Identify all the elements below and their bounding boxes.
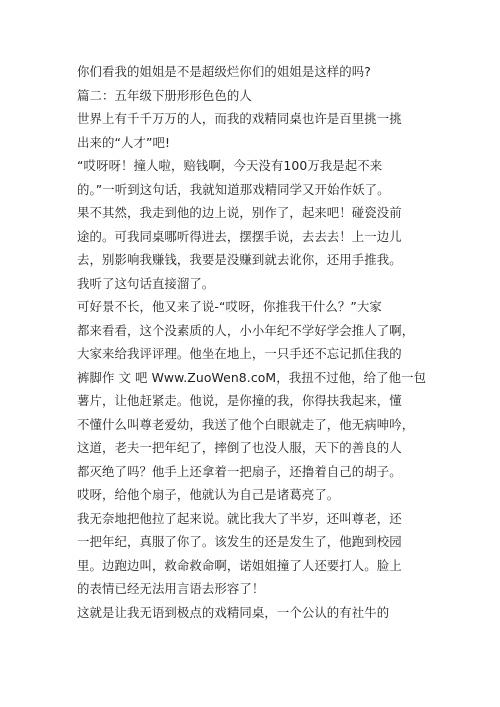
text-line: 这道，老夫一把年纪了，摔倒了也没人服，天下的善良的人 <box>77 440 402 455</box>
text-line: 去，别影响我赚钱，我要是没赚到就去讹你，还用手推我。 <box>77 252 402 267</box>
text-line: 你们看我的姐姐是不是超级烂你们的姐姐是这样的吗? <box>77 64 371 79</box>
text-line: 都灭绝了吗？他手上还拿着一把扇子，还撸着自己的胡子。 <box>77 463 402 479</box>
text-line: 里。边跑边叫，救命救命啊，诺姐姐撞了人还要打人。脸上 <box>77 557 402 573</box>
text-line: “哎呀呀！撞人啦，赔钱啊，今天没有100万我是起不来 <box>77 158 383 173</box>
text-line: 一把年纪，真服了你了。该发生的还是发生了，他跑到校园 <box>77 534 402 549</box>
text-line: 不懂什么叫尊老爱幼，我送了他个白眼就走了，他无病呻吟， <box>77 416 415 432</box>
document-body <box>77 60 429 624</box>
text-line: 大家来给我评评理。他坐在地上，一只手还不忘记抓住我的 <box>77 346 402 361</box>
text-line: 薯片，让他赶紧走。他说，是你撞的我，你得扶我起来，懂 <box>77 393 402 408</box>
text-line: 的表情已经无法用言语去形容了！ <box>77 581 265 596</box>
text-line: 途的。可我同桌哪听得进去，摆摆手说，去去去！上一边儿 <box>77 228 402 244</box>
text-line: 我听了这句话直接溜了。 <box>77 275 215 291</box>
text-line: 都来看看，这个没素质的人，小小年纪不学好学会推人了啊， <box>77 322 415 338</box>
text-line: 世界上有千千万万的人，而我的戏精同桌也许是百里挑一挑 <box>77 111 402 126</box>
text-line: 出来的“人才”吧! <box>77 134 171 150</box>
text-line: 裤脚作 文 吧 Www.ZuoWen8.coM，我扭不过他，给了他一包 <box>77 369 427 385</box>
text-line: 哎呀，给他个扇子，他就认为自己是诸葛亮了。 <box>77 487 340 502</box>
text-line: 这就是让我无语到极点的戏精同桌，一个公认的有社牛的 <box>77 604 390 620</box>
text-line: 果不其然，我走到他的边上说，别作了，起来吧！碰瓷没前 <box>77 205 402 220</box>
text-line: 的。”一听到这句话，我就知道那戏精同学又开始作妖了。 <box>77 181 390 197</box>
text-line: 我无奈地把他拉了起来说。就比我大了半岁，还叫尊老，还 <box>77 510 402 526</box>
section-heading: 篇二：五年级下册形形色色的人 <box>77 87 252 103</box>
text-line: 可好景不长，他又来了说-“哎呀，你推我干什么？”大家 <box>77 299 382 314</box>
